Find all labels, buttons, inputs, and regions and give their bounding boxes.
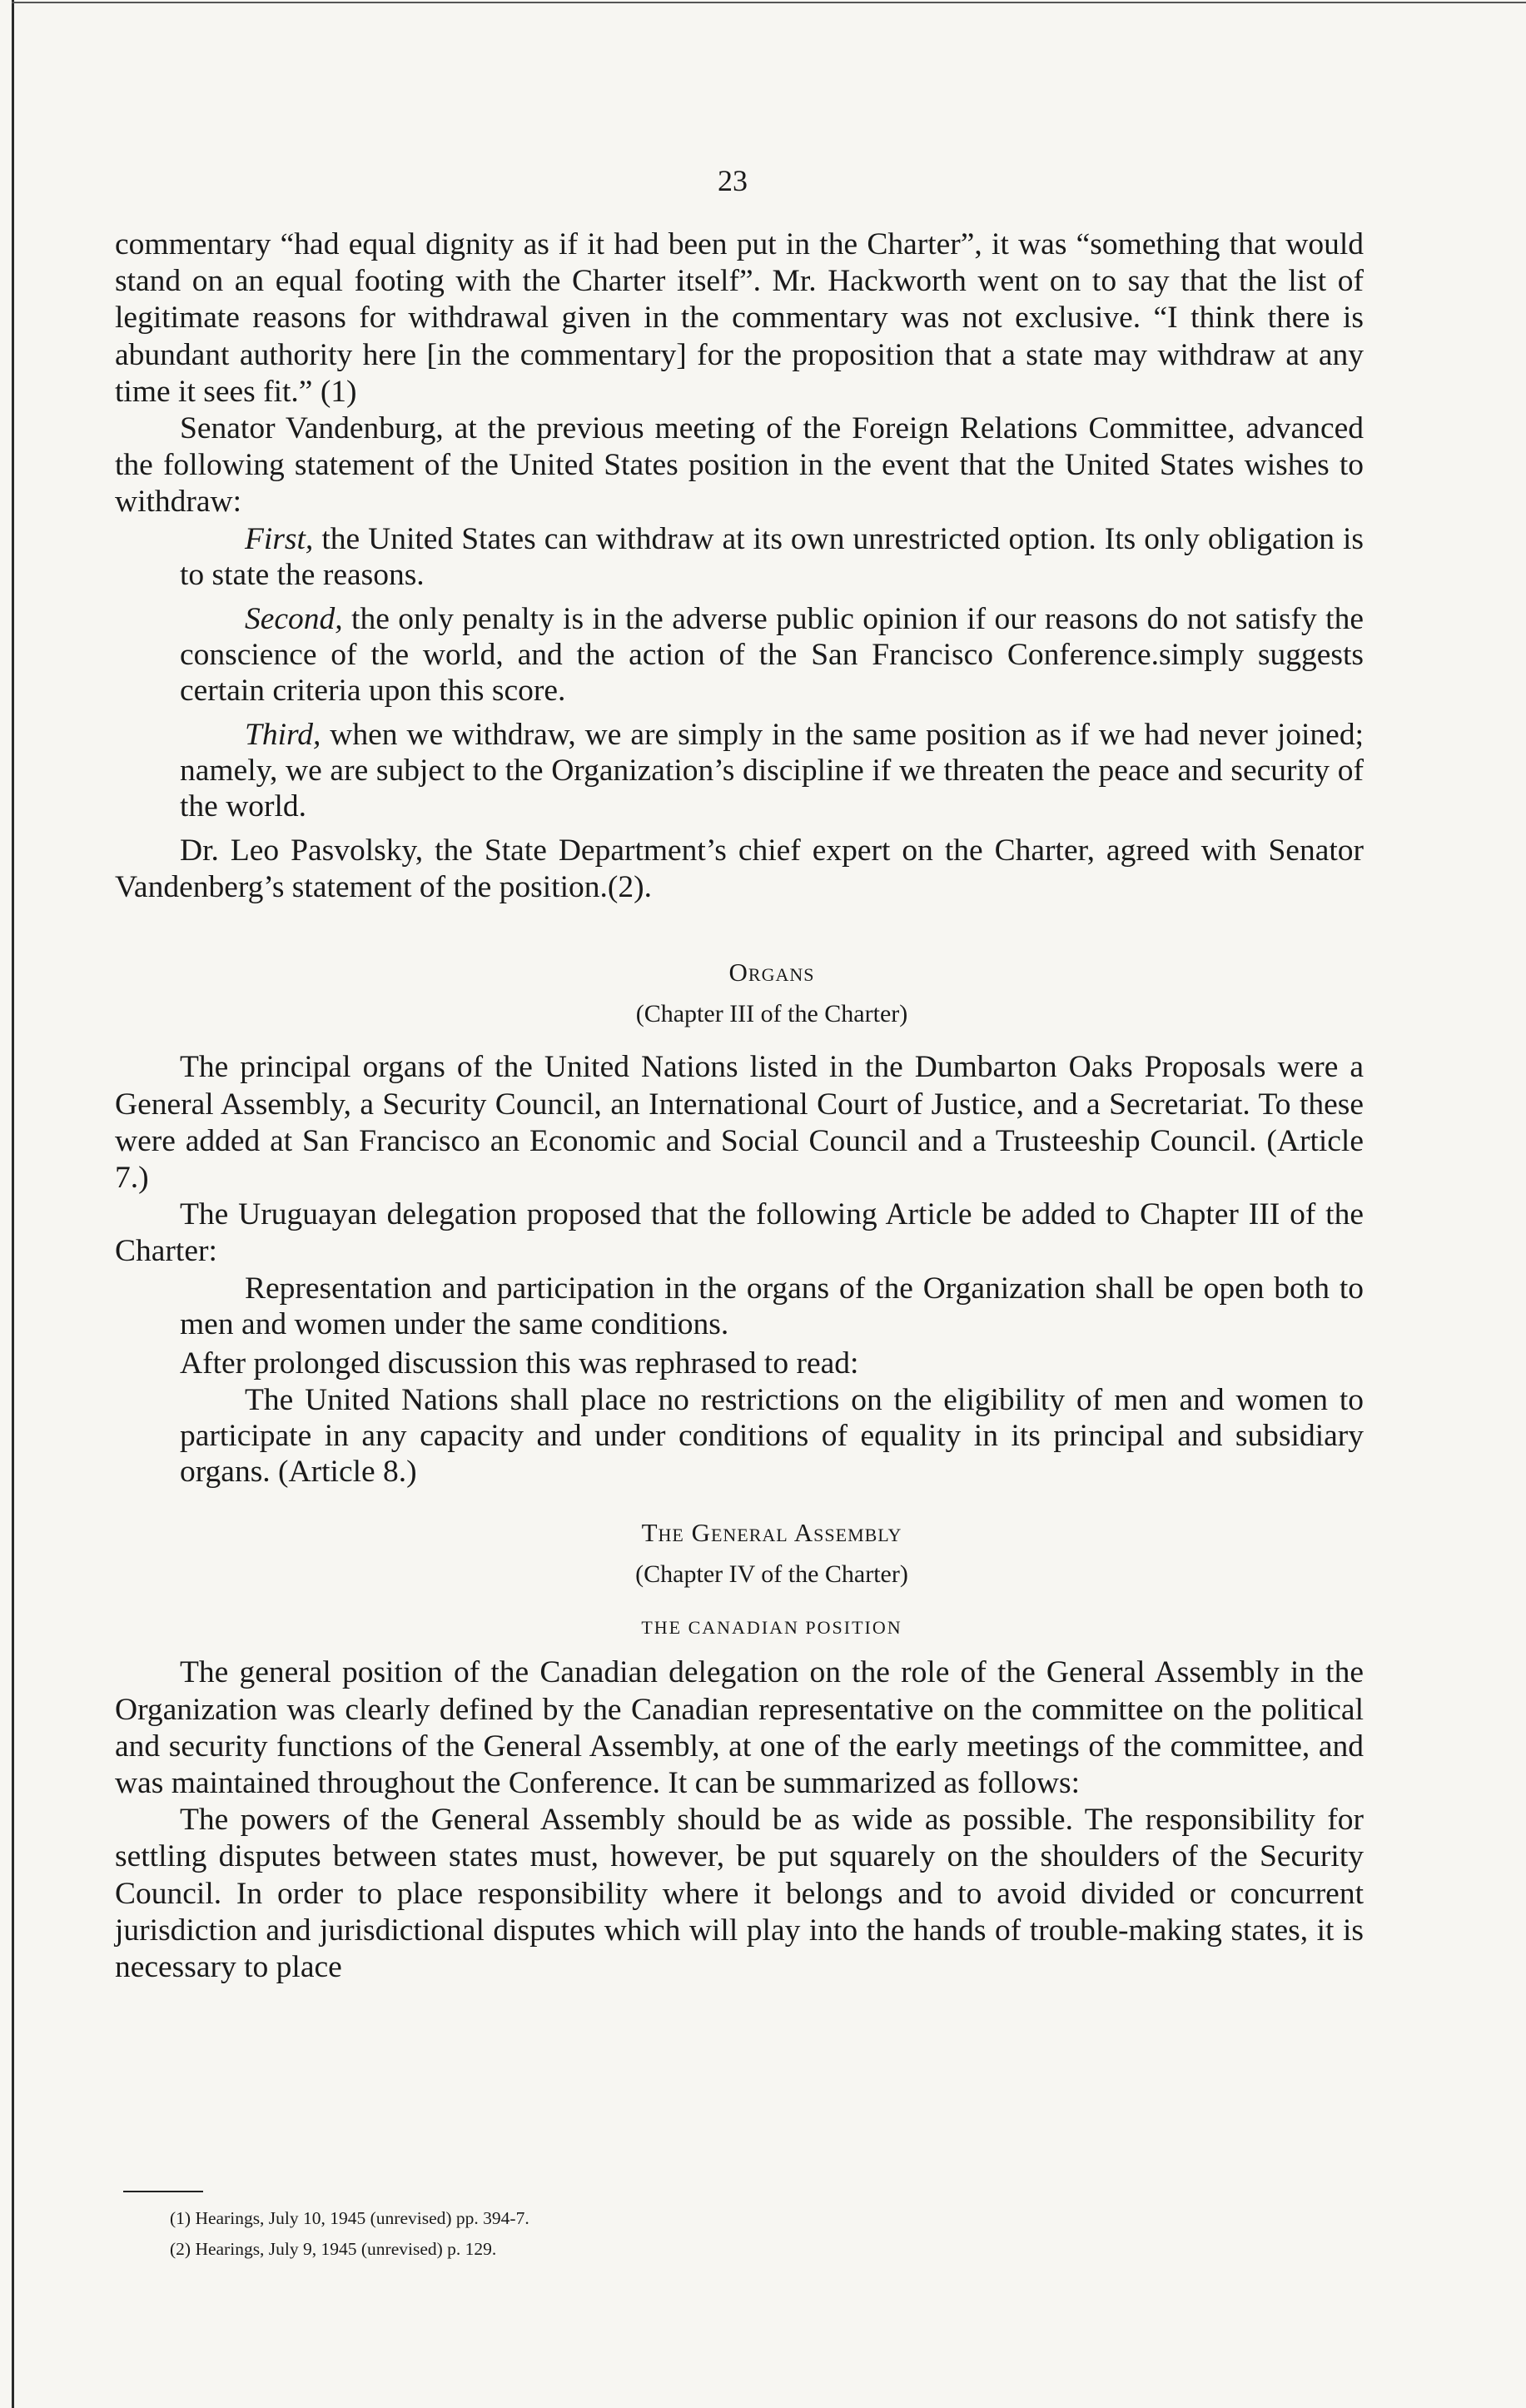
paragraph-text: commentary “had equal dignity as if it had been put in the Charter”, it was “something that would stand on an equal footing with the Charter itself”. Mr. Hackworth went on to say that the list of legitimate reasons for withdrawal given in the commentary was not exclusive. “I think there is abundant authority here [in the commentary] for the proposition that a state may withdraw at any time it sees fit.” bbox=[115, 227, 1364, 409]
quote-lead: Third, bbox=[245, 717, 321, 752]
paragraph-pasvolsky: Dr. Leo Pasvolsky, the State Department’s chief expert on the Charter, agreed with Senator Vandenberg’s statement of the position.(2). bbox=[115, 833, 1364, 904]
page-edge-left bbox=[12, 0, 14, 2408]
quote-lead: First, bbox=[245, 521, 314, 556]
quote-uruguayan: Representation and participation in the organs of the Organization shall be open both to men and women under the same conditions. bbox=[180, 1271, 1364, 1341]
paragraph-ga-1: The general position of the Canadian delegation on the role of the General Assembly in the Organization was clearly defined by the Canadian representative on the committee on the political and security functions of the General Assembly, at one of the early meetings of the committee, and was maintained throughout the Conference. It can be summarized as follows: bbox=[115, 1655, 1364, 1801]
footnotes bbox=[170, 2203, 1169, 2265]
footnote-ref: (1) bbox=[320, 374, 357, 409]
section-heading-organs: Organs bbox=[728, 958, 815, 988]
footnote-1: (1) Hearings, July 10, 1945 (unrevised) pp. 394-7. bbox=[170, 2208, 529, 2228]
paragraph-ga-2: The powers of the General Assembly should be as wide as possible. The responsibility for settling disputes between states must, however, be put squarely on the shoulders of the Security Council. In order to place responsibility where it belongs and to avoid divided or concurrent jurisdiction and jurisdictional disputes which will play into the hands of trouble-making states, it is necessary to place bbox=[115, 1803, 1364, 1985]
paragraph-hackworth bbox=[115, 226, 1364, 410]
minor-heading-canadian-position: THE CANADIAN POSITION bbox=[641, 1617, 902, 1639]
footnote-2: (2) Hearings, July 9, 1945 (unrevised) p. 129. bbox=[170, 2239, 497, 2259]
body-text bbox=[115, 226, 1364, 1986]
section-subheading-general-assembly: (Chapter IV of the Charter) bbox=[635, 1560, 908, 1589]
footnote-ref: (2) bbox=[607, 869, 644, 904]
section-heading-general-assembly: The General Assembly bbox=[641, 1517, 902, 1547]
quote-text: the only penalty is in the adverse public opinion if our reasons do not satisfy the conscience of the world, and the action of the San Francisco Conference.simply suggests certain criteria upon this score. bbox=[180, 601, 1364, 708]
quote-lead: Second, bbox=[245, 601, 343, 636]
footnote-rule bbox=[123, 2191, 203, 2192]
quote-first bbox=[115, 521, 1364, 593]
quote-text: when we withdraw, we are simply in the same position as if we had never joined; namely, we are subject to the Organization’s discipline if we threaten the peace and security of the world. bbox=[180, 717, 1364, 823]
paragraph-text: Dr. Leo Pasvolsky, the State Department’s chief expert on the Charter, agreed with Senator Vandenberg’s statement of the position. bbox=[115, 833, 1364, 904]
paragraph-organs-3: After prolonged discussion this was rephrased to read: bbox=[180, 1346, 859, 1381]
quote-article-8: The United Nations shall place no restrictions on the eligibility of men and women to participate in any capacity and under conditions of equality in its principal and subsidiary organs. (Article 8.) bbox=[180, 1382, 1364, 1489]
section-subheading-organs: (Chapter III of the Charter) bbox=[635, 1000, 908, 1028]
paragraph-organs-1: The principal organs of the United Nations listed in the Dumbarton Oaks Proposals were a General Assembly, a Security Council, an International Court of Justice, and a Secretariat. To these were added at San Francisco an Economic and Social Council and a Trusteeship Council. (Article 7.) bbox=[115, 1050, 1364, 1196]
quote-third bbox=[115, 717, 1364, 824]
page-number: 23 bbox=[718, 164, 748, 197]
quote-second bbox=[115, 601, 1364, 709]
paragraph-organs-2: The Uruguayan delegation proposed that the following Article be added to Chapter III of the Charter: bbox=[115, 1197, 1364, 1269]
page-edge-top bbox=[12, 2, 1526, 3]
quote-text: the United States can withdraw at its own unrestricted option. Its only obligation is to state the reasons. bbox=[180, 521, 1364, 592]
paragraph-vandenburg: Senator Vandenburg, at the previous meeting of the Foreign Relations Committee, advanced the following statement of the United States position in the event that the United States wishes to withdraw: bbox=[115, 411, 1364, 520]
